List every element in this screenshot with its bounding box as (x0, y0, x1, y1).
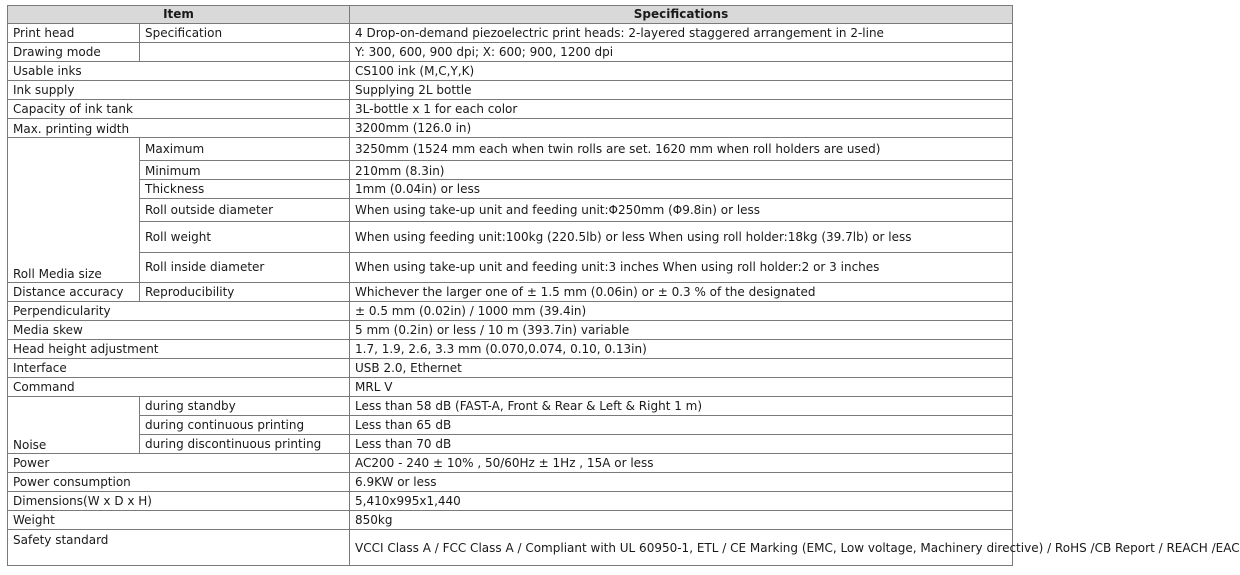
row-sublabel: Maximum (140, 138, 350, 161)
table-row (8, 180, 1013, 199)
row-value: Supplying 2L bottle (350, 81, 1013, 100)
header-specifications: Specifications (350, 6, 1013, 24)
row-value: 3L-bottle x 1 for each color (350, 100, 1013, 119)
row-value: 5,410x995x1,440 (350, 492, 1013, 511)
row-label: Media skew (8, 321, 350, 340)
specifications-table (7, 5, 1240, 566)
table-row (8, 43, 1013, 62)
row-label: Max. printing width (8, 119, 350, 138)
table-row (8, 119, 1013, 138)
table-row (8, 454, 1013, 473)
row-label: Perpendicularity (8, 302, 350, 321)
row-label: Command (8, 378, 350, 397)
row-sublabel: during continuous printing (140, 416, 350, 435)
row-value: 1.7, 1.9, 2.6, 3.3 mm (0.070,0.074, 0.10, 0.13in) (350, 340, 1013, 359)
table-row (8, 283, 1013, 302)
table-row (8, 302, 1013, 321)
row-label: Head height adjustment (8, 340, 350, 359)
row-value: 210mm (8.3in) (350, 161, 1013, 180)
header-row (8, 6, 1013, 24)
table-row (8, 81, 1013, 100)
table-row (8, 138, 1013, 161)
table-row (8, 340, 1013, 359)
table-row (8, 473, 1013, 492)
row-label: Usable inks (8, 62, 350, 81)
row-value: MRL V (350, 378, 1013, 397)
row-value: USB 2.0, Ethernet (350, 359, 1013, 378)
row-value: AC200 - 240 ± 10% , 50/60Hz ± 1Hz , 15A or less (350, 454, 1013, 473)
row-label: Print head (8, 24, 140, 43)
row-label: Ink supply (8, 81, 350, 100)
row-value: Less than 58 dB (FAST-A, Front & Rear & Left & Right 1 m) (350, 397, 1013, 416)
row-sublabel: Reproducibility (140, 283, 350, 302)
row-label: Capacity of ink tank (8, 100, 350, 119)
table-row (8, 161, 1013, 180)
table-row (8, 492, 1013, 511)
row-sublabel: Roll inside diameter (140, 253, 350, 283)
row-label: Interface (8, 359, 350, 378)
table-row (8, 62, 1013, 81)
table-row (8, 416, 1013, 435)
row-sublabel: Minimum (140, 161, 350, 180)
table-row (8, 378, 1013, 397)
row-label: Distance accuracy (8, 283, 140, 302)
row-value: Less than 70 dB (350, 435, 1013, 454)
row-value: 4 Drop-on-demand piezoelectric print heads: 2-layered staggered arrangement in 2-line (350, 24, 1013, 43)
row-value: VCCI Class A / FCC Class A / Compliant with UL 60950-1, ETL / CE Marking (EMC, Low voltage, Machinery directive) / RoHS /CB Report / REACH /EAC (350, 530, 1013, 566)
table-row (8, 321, 1013, 340)
table-row (8, 397, 1013, 416)
row-sublabel: Specification (140, 24, 350, 43)
row-value: Less than 65 dB (350, 416, 1013, 435)
table-row (8, 253, 1013, 283)
table-row (8, 222, 1013, 253)
row-value: 3200mm (126.0 in) (350, 119, 1013, 138)
row-value: Y: 300, 600, 900 dpi; X: 600; 900, 1200 dpi (350, 43, 1013, 62)
table-row (8, 24, 1013, 43)
row-label: Roll Media size (8, 138, 140, 283)
table-row (8, 511, 1013, 530)
row-label: Dimensions(W x D x H) (8, 492, 350, 511)
table-row (8, 199, 1013, 222)
row-sublabel: during discontinuous printing (140, 435, 350, 454)
row-value: 850kg (350, 511, 1013, 530)
table-row (8, 435, 1013, 454)
row-value: When using feeding unit:100kg (220.5lb) or less When using roll holder:18kg (39.7lb) or less (350, 222, 1013, 253)
header-item: Item (8, 6, 350, 24)
row-label: Power consumption (8, 473, 350, 492)
row-value: 1mm (0.04in) or less (350, 180, 1013, 199)
table-row (8, 359, 1013, 378)
row-value: CS100 ink (M,C,Y,K) (350, 62, 1013, 81)
row-label: Weight (8, 511, 350, 530)
row-value: 5 mm (0.2in) or less / 10 m (393.7in) variable (350, 321, 1013, 340)
row-value: Whichever the larger one of ± 1.5 mm (0.06in) or ± 0.3 % of the designated (350, 283, 1013, 302)
row-value: When using take-up unit and feeding unit:Φ250mm (Φ9.8in) or less (350, 199, 1013, 222)
row-sublabel: during standby (140, 397, 350, 416)
row-value: When using take-up unit and feeding unit:3 inches When using roll holder:2 or 3 inches (350, 253, 1013, 283)
row-sublabel: Roll weight (140, 222, 350, 253)
row-label: Power (8, 454, 350, 473)
row-label: Safety standard (8, 530, 350, 566)
table-row (8, 100, 1013, 119)
row-label: Drawing mode (8, 43, 140, 62)
row-sublabel: Thickness (140, 180, 350, 199)
table-row (8, 530, 1013, 566)
row-label: Noise (8, 397, 140, 454)
row-value: ± 0.5 mm (0.02in) / 1000 mm (39.4in) (350, 302, 1013, 321)
row-sublabel: Roll outside diameter (140, 199, 350, 222)
row-value: 3250mm (1524 mm each when twin rolls are set. 1620 mm when roll holders are used) (350, 138, 1013, 161)
row-value: 6.9KW or less (350, 473, 1013, 492)
